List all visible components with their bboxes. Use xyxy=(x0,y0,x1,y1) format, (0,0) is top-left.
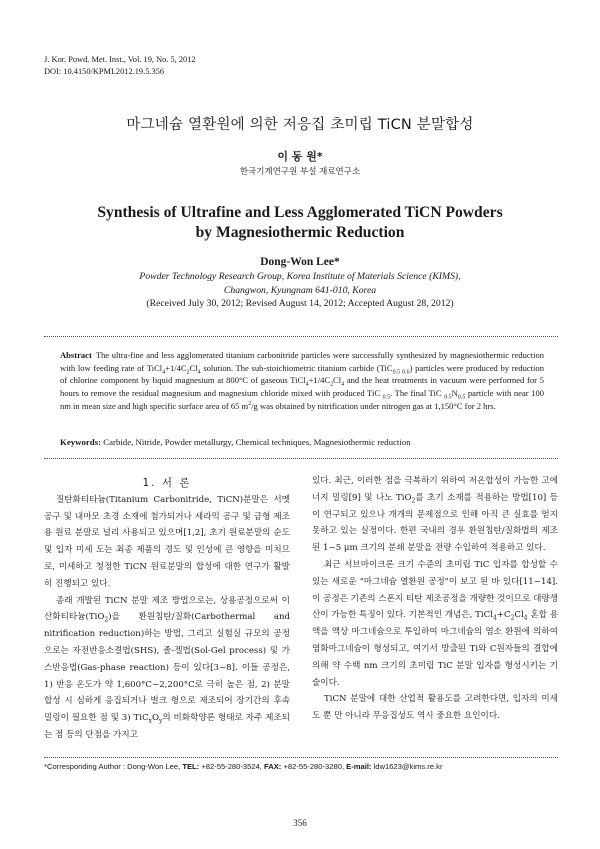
paragraph: 최근 서브마이크론 크기 수준의 초미립 TiC 입자를 합성할 수 있는 새로운 "마그네슘 열환원 공정"이 보고 된 바 있다[11~14]. 이 공정은 기존의 스폰지 티탄 제조공정을 개량한 것이므로 대량생산이 가능한 특징이 있다. 기본적인 개념은, $TiCl_4+C_2Cl_4$ 혼합 용액을 액상 마그네슘으로 투입하여 마그네슘의 염소 환원에 의하여 염화마그네슘이 형성되고, 여기서 방출된 Ti와 C원자들의 결합에 의해 약 수백 nm 크기의 초미립 TiC 분말 입자를 형성시키는 기술이다. xyxy=(312,559,558,688)
abstract: Abstract The ultra-fine and less agglomerated titanium carbonitride particles were successfully synthesized by magnesiothermic reduction with low feeding rate of $TiCl_4+1/4C_2Cl_4$ solution. The sub-stoichiometric titanium carbide (TiC$_{0.5 0.6}$) particles were produced by reduction of chlorine component by liquid magnesium at 800°C of gaseous $TiCl_4+1/4C_2Cl_4$ and the heat treatments in vacuum were performed for 5 hours to remove the residual magnesium and magnesium chloride mixed with produced TiC $_{0.5}$. The final TiC $_{0.5}N_{0.5}$ particle with near 100 nm in mean size and high specific surface area of 65 $m^2/g$ was obtained by nitrification under nitrogen gas at 1,150°C for 2 hrs. xyxy=(60,350,544,411)
english-affiliation xyxy=(0,270,600,311)
english-title xyxy=(0,203,600,243)
english-title-line2: by Magnesiothermic Reduction xyxy=(195,224,405,241)
right-column xyxy=(312,473,558,725)
korean-title: 마그네슘 열환원에 의한 저응집 초미립 TiCN 분말합성 xyxy=(126,117,474,133)
email-address: ldw1623@kims.re.kr xyxy=(371,762,443,771)
journal-header xyxy=(44,54,196,78)
journal-citation: J. Kor. Powd. Met. Inst., Vol. 19, No. 5, 2012 xyxy=(44,55,196,64)
paragraph: TiCN 분말에 대한 산업적 활용도를 고려한다면, 입자의 미세도 뿐 만 아니라 무응집성도 역시 중요한 요인이다. xyxy=(312,694,558,722)
left-column xyxy=(44,475,290,744)
keywords-text: Carbide, Nitride, Powder metallurgy, Chemical techniques, Magnesiothermic reduction xyxy=(101,437,411,447)
divider-top xyxy=(44,336,558,337)
page-number: 356 xyxy=(293,818,307,828)
journal-doi: DOI: 10.4150/KPMI.2012.19.5.356 xyxy=(44,67,165,76)
keywords xyxy=(60,437,550,447)
footnote-divider xyxy=(44,757,558,758)
affiliation-line1: Powder Technology Research Group, Korea Institute of Materials Science (KIMS), xyxy=(139,271,461,282)
divider-bottom xyxy=(44,458,558,459)
keywords-label: Keywords: xyxy=(60,437,102,447)
paragraph: 질탄화티타늄(Titanium Carbonitride, TiCN)분말은 서멧 공구 및 내마모 초경 소재에 첨가되거나 세라믹 공구 및 금형 제조 용 원료 분말로 널리 사용되고 있으며[1,2], 초기 원료분말의 순도 및 입자 미세 도는 최종 제품의 경도 및 인성에 큰 영향을 미치므로, 미세하고 청정한 TiCN 원료분말의 합성에 대한 연구가 활발히 진행되고 있다. xyxy=(44,494,290,589)
received-dates: (Received July 30, 2012; Revised August 14, 2012; Accepted August 28, 2012) xyxy=(146,298,454,309)
paragraph: 종래 개발된 TiCN 분말 제조 방법으로는, 상용공정으로써 이산화티타늄(TiO$_2$)을 환원침탄/질화(Carbothermal and nitrification reduction)하는 방법, 그리고 실험실 규모의 공정으로는 자전반응소결법(SHS), 졸-겔법(Sol-Gel process) 및 가스반응법(Gas-phase reaction) 등이 있다[3~8]. 이들 공정은, 1) 반응 온도가 약 1,600°C~2,200°C로 극히 높은 점, 2) 분말합성 시 심하게 응집되거나 벌크 형으로 제조되어 장기간의 후속 밀링이 필요한 점 및 3) $TiC_xO_y$의 비화학양론 형태로 자주 제조되는 점 등의 단점을 가지고 xyxy=(44,595,290,740)
paragraph: 있다. 최근, 이러한 점을 극복하기 위하여 저온합성이 가능한 고에너지 밀링[9] 및 나노 TiO$_2$를 초기 소재를 적용하는 방법[10] 등 이 연구되고 있으나 개개의 문제점으로 인해 아직 큰 실효를 얻지 못하고 있는 실정이다. 한편 국내의 경우 환원침탄/질화법의 제조된 1~5 μm 크기의 분쇄 분말을 전량 수입하여 적용하고 있다. xyxy=(312,476,558,554)
section-heading-introduction: 1. 서 론 xyxy=(142,477,192,489)
english-title-line1: Synthesis of Ultrafine and Less Agglomerated TiCN Powders xyxy=(97,204,503,221)
korean-affiliation: 한국기계연구원 부설 재료연구소 xyxy=(239,167,361,177)
korean-author: 이 동 원* xyxy=(277,150,323,163)
english-author: Dong-Won Lee* xyxy=(260,256,340,268)
corresponding-author-footnote: *Corresponding Author : Dong-Won Lee, TEL: +82-55-280-3524, FAX: +82-55-280-3280, E-mail: ldw1623@kims.re.kr xyxy=(44,762,443,771)
abstract-label: Abstract xyxy=(60,350,92,360)
affiliation-line2: Changwon, Kyungnam 641-010, Korea xyxy=(223,284,377,296)
